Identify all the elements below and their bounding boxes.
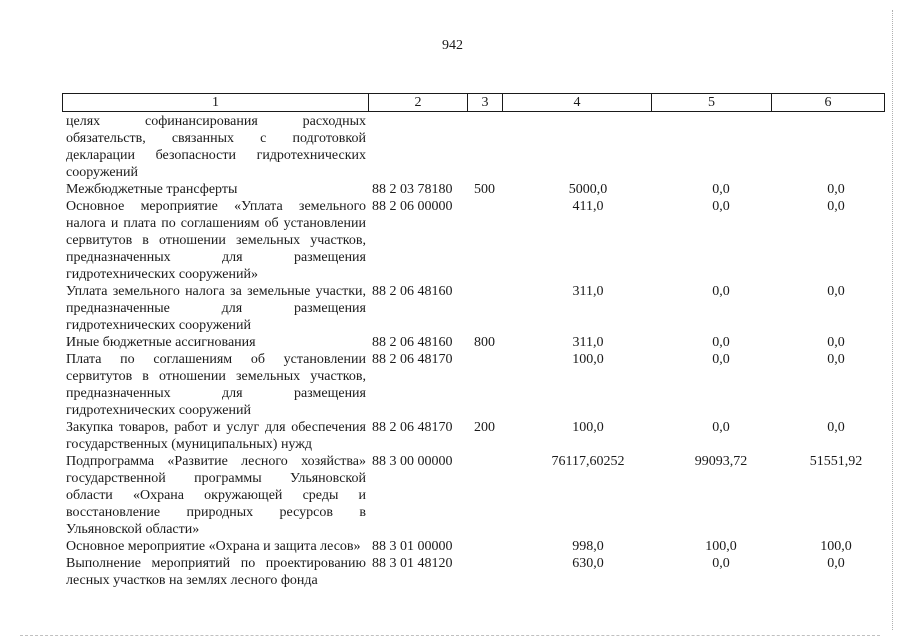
- table-row: [62, 181, 892, 198]
- row-value-col6: 51551,92: [809, 454, 863, 469]
- row-value-col6: 0,0: [827, 556, 845, 571]
- row-code: 88 2 06 48170: [372, 352, 453, 367]
- row-code: 88 2 03 78180: [372, 182, 453, 197]
- column-header-4: 4: [503, 94, 652, 112]
- row-expense-type: [472, 555, 514, 589]
- row-code: 88 2 06 48160: [372, 284, 453, 299]
- row-code: 88 2 06 48170: [372, 420, 453, 435]
- scan-edge-bottom: [20, 631, 880, 636]
- row-value-col6: [780, 113, 892, 181]
- column-header-6: 6: [772, 94, 885, 112]
- row-description: Закупка товаров, работ и услуг для обеспечения государственных (муниципальных) нужд: [66, 420, 366, 452]
- row-value-col4: 76117,60252: [551, 454, 625, 469]
- column-header-1: 1: [63, 94, 369, 112]
- table-row: [62, 538, 892, 555]
- row-expense-type: [472, 538, 514, 555]
- row-expense-type: 500: [474, 182, 495, 197]
- scan-edge-right: [886, 10, 893, 630]
- row-value-col6: 100,0: [820, 539, 852, 554]
- row-description: Основное мероприятие «Охрана и защита лесов»: [66, 539, 361, 554]
- row-description: целях софинансирования расходных обязательств, связанных с подготовкой декларации безопасности гидротехнических сооружений: [66, 114, 366, 180]
- row-expense-type: [472, 453, 514, 538]
- table-row: [62, 283, 892, 334]
- column-header-row: [63, 94, 885, 112]
- row-value-col5: 99093,72: [694, 454, 748, 469]
- row-expense-type: [472, 283, 514, 334]
- row-value-col6: 0,0: [827, 284, 845, 299]
- row-value-col5: 0,0: [712, 335, 730, 350]
- row-value-col5: 0,0: [712, 182, 730, 197]
- row-description: Выполнение мероприятий по проектированию лесных участков на землях лесного фонда: [66, 556, 366, 588]
- row-value-col6: 0,0: [827, 335, 845, 350]
- row-expense-type: [472, 198, 514, 283]
- row-expense-type: [472, 113, 514, 181]
- row-code: 88 3 01 00000: [372, 539, 453, 554]
- column-header-3: 3: [468, 94, 503, 112]
- row-description: Межбюджетные трансферты: [66, 182, 238, 197]
- row-value-col4: 5000,0: [568, 182, 608, 197]
- row-code: 88 3 00 00000: [372, 454, 453, 469]
- row-description: Уплата земельного налога за земельные участки, предназначенные для размещения гидротехнических сооружений: [66, 284, 366, 333]
- column-header-2: 2: [369, 94, 468, 112]
- table-row: [62, 419, 892, 453]
- row-description: Подпрограмма «Развитие лесного хозяйства» государственной программы Ульяновской области «Охрана окружающей среды и восстановление природных ресурсов в Ульяновской области»: [66, 454, 366, 537]
- row-description: Основное мероприятие «Уплата земельного налога и плата по соглашениям об установлении сервитутов в отношении земельных участков, предназначенных для размещения гидротехнических сооружений»: [66, 199, 366, 282]
- row-value-col5: [662, 113, 780, 181]
- page-number: 942: [442, 38, 463, 53]
- table-row: [62, 113, 892, 181]
- table-row: [62, 453, 892, 538]
- row-value-col5: 0,0: [712, 352, 730, 367]
- row-value-col5: 0,0: [712, 420, 730, 435]
- table-row: [62, 198, 892, 283]
- row-code: 88 2 06 48160: [372, 335, 453, 350]
- row-value-col5: 100,0: [705, 539, 737, 554]
- row-value-col4: 311,0: [572, 335, 604, 350]
- row-value-col4: 100,0: [572, 352, 604, 367]
- row-value-col5: 0,0: [712, 556, 730, 571]
- column-header-5: 5: [652, 94, 772, 112]
- row-value-col6: 0,0: [827, 199, 845, 214]
- row-value-col4: 630,0: [572, 556, 604, 571]
- row-expense-type: 800: [474, 335, 495, 350]
- row-value-col6: 0,0: [827, 352, 845, 367]
- table-row: [62, 351, 892, 419]
- row-value-col4: 311,0: [572, 284, 604, 299]
- table-row: [62, 555, 892, 589]
- table-row: [62, 334, 892, 351]
- row-value-col5: 0,0: [712, 284, 730, 299]
- budget-table: [62, 113, 892, 589]
- row-code: 88 2 06 00000: [372, 199, 453, 214]
- row-value-col5: 0,0: [712, 199, 730, 214]
- row-value-col4: 411,0: [572, 199, 604, 214]
- row-description: Плата по соглашениям об установлении сервитутов в отношении земельных участков, предназначенных для размещения гидротехнических сооружений: [66, 352, 366, 418]
- row-value-col6: 0,0: [827, 182, 845, 197]
- row-value-col4: 998,0: [572, 539, 604, 554]
- row-expense-type: 200: [474, 420, 495, 435]
- row-value-col6: 0,0: [827, 420, 845, 435]
- row-code: 88 3 01 48120: [372, 556, 453, 571]
- row-value-col4: [514, 113, 662, 181]
- row-description: Иные бюджетные ассигнования: [66, 335, 256, 350]
- column-header-table: [62, 93, 885, 112]
- row-code: [366, 113, 472, 181]
- row-value-col4: 100,0: [572, 420, 604, 435]
- row-expense-type: [472, 351, 514, 419]
